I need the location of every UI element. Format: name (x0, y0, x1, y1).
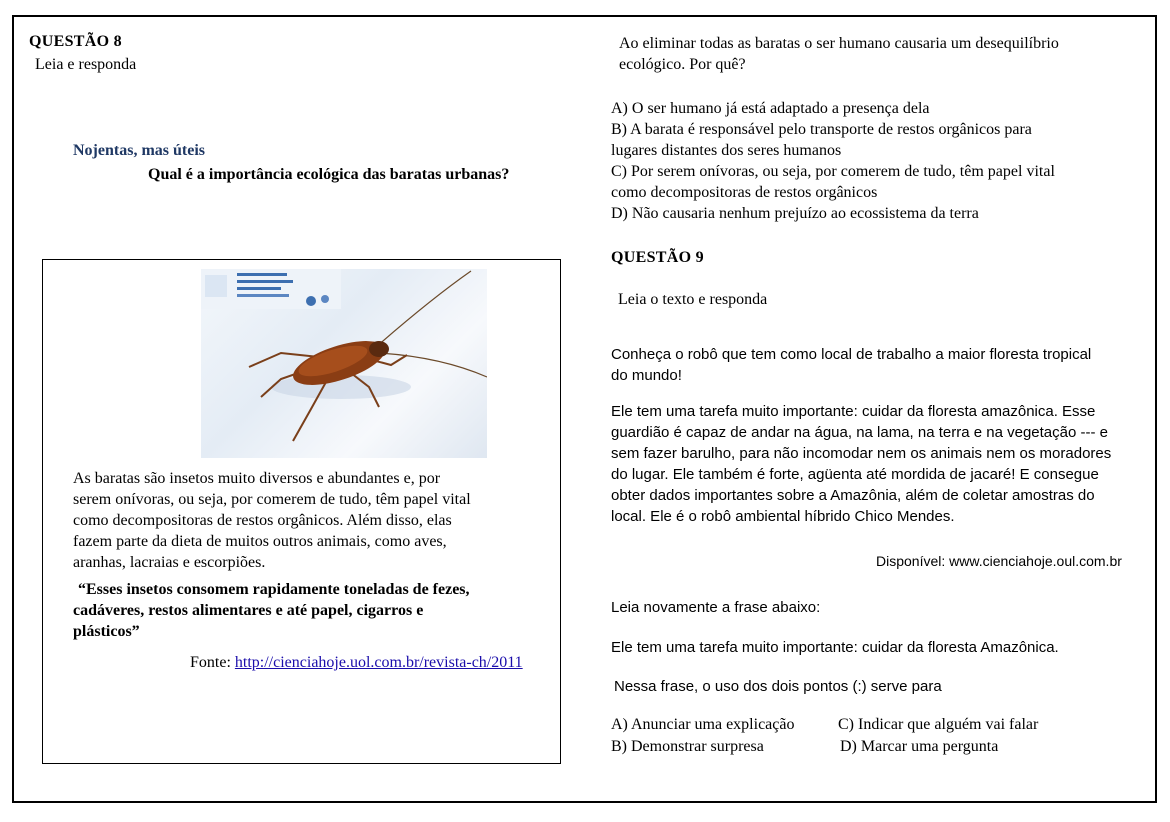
option-c-continued: como decompositoras de restos orgânicos (611, 184, 878, 201)
cockroach-photo (201, 269, 487, 458)
article-quote (73, 579, 505, 642)
paragraph-line: fazem parte da dieta de muitos outros animais, como aves, (73, 533, 447, 550)
question-9-prompt: Nessa frase, o uso dos dois pontos (:) serve para (614, 678, 942, 695)
quoted-sentence: Ele tem uma tarefa muito importante: cuidar da floresta Amazônica. (611, 639, 1059, 656)
intro-line: do mundo! (611, 367, 682, 384)
body-line: Ele tem uma tarefa muito importante: cuidar da floresta amazônica. Esse (611, 403, 1096, 420)
reread-instruction: Leia novamente a frase abaixo: (611, 599, 821, 616)
option-a[interactable]: A) Anunciar uma explicação (611, 716, 795, 733)
question-8-prompt (619, 33, 1059, 75)
paragraph-line: aranhas, lacraias e escorpiões. (73, 554, 266, 571)
body-line: obter dados importantes sobre a Amazônia, além de coletar amostras do (611, 487, 1095, 504)
body-line: sem fazer barulho, para não incomodar nem os animais nem os moradores (611, 445, 1112, 462)
option-a[interactable]: A) O ser humano já está adaptado a presença dela (611, 100, 930, 117)
robot-source: Disponível: www.cienciahoje.oul.com.br (876, 553, 1122, 569)
option-b-continued: lugares distantes dos seres humanos (611, 142, 842, 159)
option-b[interactable]: B) Demonstrar surpresa (611, 738, 764, 755)
robot-intro (611, 344, 1091, 386)
question-9-heading: QUESTÃO 9 (611, 249, 704, 266)
option-c[interactable]: C) Por serem onívoras, ou seja, por comerem de tudo, têm papel vital (611, 163, 1055, 180)
intro-line: Conheça o robô que tem como local de trabalho a maior floresta tropical (611, 346, 1092, 363)
question-8-options (611, 98, 1055, 224)
question-8-heading: QUESTÃO 8 (29, 33, 122, 50)
paragraph-line: As baratas são insetos muito diversos e abundantes e, por (73, 470, 441, 487)
article-subtitle: Qual é a importância ecológica das baratas urbanas? (148, 166, 510, 183)
source-label: Fonte: (190, 654, 235, 671)
article-title: Nojentas, mas úteis (73, 142, 205, 159)
paragraph-line: como decompositoras de restos orgânicos. Além disso, elas (73, 512, 452, 529)
body-line: guardião é capaz de andar na água, na lama, na terra e na vegetação --- e (611, 424, 1108, 441)
option-c[interactable]: C) Indicar que alguém vai falar (838, 716, 1039, 733)
option-b[interactable]: B) A barata é responsável pelo transporte de restos orgânicos para (611, 121, 1032, 138)
quote-line: “Esses insetos consomem rapidamente toneladas de fezes, (78, 581, 470, 598)
prompt-line: ecológico. Por quê? (619, 56, 746, 73)
robot-text (611, 401, 1111, 527)
article-source (190, 654, 523, 672)
body-line: local. Ele é o robô ambiental híbrido Chico Mendes. (611, 508, 955, 525)
option-d[interactable]: D) Não causaria nenhum prejuízo ao ecossistema da terra (611, 205, 979, 222)
option-d[interactable]: D) Marcar uma pergunta (840, 738, 999, 755)
question-8-instruction: Leia e responda (35, 56, 137, 73)
body-line: do lugar. Ele também é forte, agüenta até mordida de jacaré! E consegue (611, 466, 1099, 483)
source-link[interactable]: http://cienciahoje.uol.com.br/revista-ch/2011 (234, 654, 523, 671)
question-9-instruction: Leia o texto e responda (618, 291, 768, 308)
prompt-line: Ao eliminar todas as baratas o ser humano causaria um desequilíbrio (619, 35, 1059, 52)
article-paragraph (73, 468, 505, 573)
paragraph-line: serem onívoras, ou seja, por comerem de tudo, têm papel vital (73, 491, 471, 508)
cockroach-icon (201, 269, 487, 458)
quote-line: plásticos” (73, 623, 140, 640)
quote-line: cadáveres, restos alimentares e até papel, cigarros e (73, 602, 424, 619)
